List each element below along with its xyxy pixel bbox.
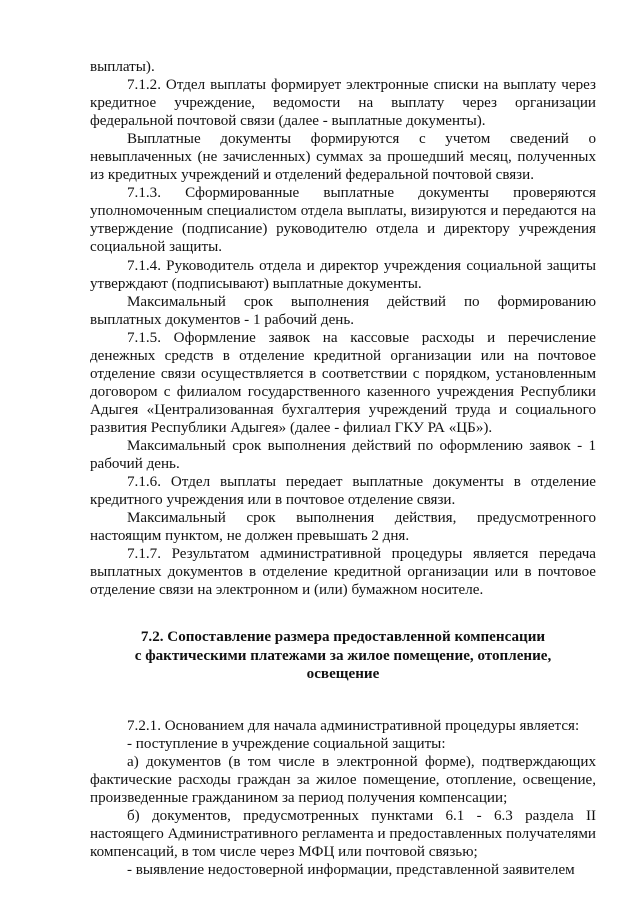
paragraph-7-2-1: 7.2.1. Основанием для начала административной процедуры является: bbox=[127, 717, 580, 734]
paragraph-item-b: б) документов, предусмотренных пунктами 6.1 - 6.3 раздела II настоящего Административного регламента и предоставленных получателями компенсаций, в том числе через МФЦ или почтовой связью; bbox=[90, 808, 596, 861]
paragraph-max-term-forming: Максимальный срок выполнения действий по формированию выплатных документов - 1 рабочий день. bbox=[90, 293, 596, 328]
heading-line: с фактическими платежами за жилое помещение, отопление, bbox=[134, 647, 552, 664]
paragraph-receipt: - поступление в учреждение социальной защиты: bbox=[127, 735, 446, 752]
paragraph-7-1-2: 7.1.2. Отдел выплаты формирует электронные списки на выплату через кредитное учреждение, ведомости на выплату через организации федеральной почтовой связи (далее - выплатные документы). bbox=[90, 77, 596, 130]
document-body bbox=[90, 58, 596, 879]
paragraph-7-1-6: 7.1.6. Отдел выплаты передает выплатные документы в отделение кредитного учреждения или в почтовое отделение связи. bbox=[90, 474, 596, 509]
paragraph-7-1-7: 7.1.7. Результатом административной процедуры является передача выплатных документов в отделение кредитной организации или в почтовое отделение связи на электронном и (или) бумажном носителе. bbox=[90, 546, 596, 599]
paragraph-7-1-4: 7.1.4. Руководитель отдела и директор учреждения социальной защиты утверждают (подписывают) выплатные документы. bbox=[90, 257, 596, 292]
paragraph-max-term-requests: Максимальный срок выполнения действий по оформлению заявок - 1 рабочий день. bbox=[90, 437, 596, 473]
section-heading-7-2 bbox=[90, 628, 596, 684]
paragraph-payment-docs-formed: Выплатные документы формируются с учетом сведений о невыплаченных (не зачисленных) суммах за прошедший месяц, полученных из кредитных учреждений и отделений федеральной почтовой связи. bbox=[90, 131, 596, 184]
paragraph-7-1-3: 7.1.3. Сформированные выплатные документы проверяются уполномоченным специалистом отдела выплаты, визируются и передаются на утверждение (подписание) руководителю отдела и директору учреждения социальной защиты. bbox=[90, 185, 596, 256]
paragraph-payments-end: выплаты). bbox=[90, 59, 155, 75]
heading-line: освещение bbox=[306, 666, 380, 683]
paragraph-inaccurate-info: - выявление недостоверной информации, представленной заявителем bbox=[127, 862, 575, 879]
heading-line: 7.2. Сопоставление размера предоставленной компенсации bbox=[140, 629, 546, 646]
paragraph-7-1-5: 7.1.5. Оформление заявок на кассовые расходы и перечисление денежных средств в отделение кредитной организации или на почтовое отделение связи осуществляется в соответствии с порядком, установленным договором с филиалом государственного казенного учреждения Республики Адыгея «Централизованная бухгалтерия учреждений труда и социального развития Республики Адыгея» (далее - филиал ГКУ РА «ЦБ»). bbox=[90, 329, 596, 436]
paragraph-max-term-transfer: Максимальный срок выполнения действия, предусмотренного настоящим пунктом, не должен превышать 2 дня. bbox=[90, 510, 596, 545]
paragraph-item-a: а) документов (в том числе в электронной форме), подтверждающих фактические расходы граждан за жилое помещение, отопление, освещение, произведенные гражданином за период получения компенсации; bbox=[90, 754, 596, 807]
